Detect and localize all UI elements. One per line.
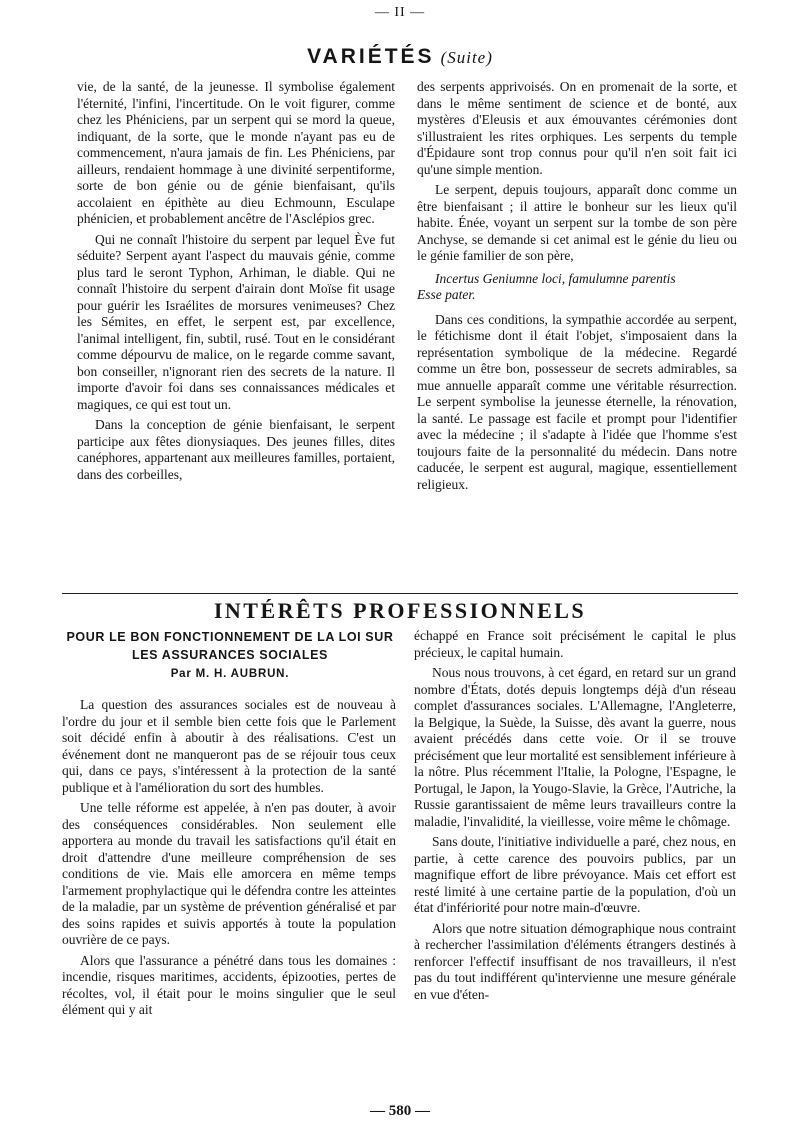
- interets-right-column: [414, 628, 736, 1003]
- article-title: POUR LE BON FONCTIONNEMENT DE LA LOI SUR LES ASSURANCES SOCIALES: [66, 630, 394, 662]
- quote-line: Incertus Geniumne loci, famulumne parentis: [435, 270, 676, 286]
- paragraph: Nous nous trouvons, à cet égard, en retard sur un grand nombre d'États, dotés depuis longtemps déjà d'un réseau complet d'assurances sociales. L'Allemagne, l'Angleterre, la Belgique, la Suède, la Suisse, dès avant la guerre, nous avaient précédés dans cette voie. Or il se trouve précisément que leur mortalité est sensiblement inférieure à la nôtre. Plus récemment l'Italie, la Pologne, l'Espagne, le Portugal, le Japon, la Yougo-Slavie, la Grèce, l'Autriche, la Russie garantissaient de même leurs travailleurs contre la maladie, l'invalidité, la vieillesse, voire même le chômage.: [414, 665, 736, 829]
- page-marker-top: — II —: [374, 5, 426, 20]
- paragraph: La question des assurances sociales est de nouveau à l'ordre du jour et il semble bien cette fois que le Parlement soit décidé enfin à aboutir à des réalisations. C'est un événement dont ne manqueront pas de se réjouir tous ceux qui, dans ce pays, s'intéressent à la protection de la santé publique et à l'amélioration du sort des humbles.: [62, 697, 396, 795]
- paragraph: Dans la conception de génie bienfaisant, le serpent participe aux fêtes dionysiaques. Des jeunes filles, dites canéphores, appartenant aux meilleures familles, portaient, dans des corbeilles,: [77, 417, 395, 482]
- paragraph: Dans ces conditions, la sympathie accordée au serpent, le fétichisme dont il était l'objet, s'imposaient dans la représentation symbolique de la médecine. Regardé comme un être bon, possesseur de secrets admirables, sa mue annuelle apparaît comme une véritable résurrection. Le serpent symbolise la jeunesse éternelle, la rénovation, la santé. Le passage est facile et prompt pour l'identifier avec la médecine ; il s'adapte à l'idée que l'homme s'est toujours faite de la personnalité du médecin. Dans notre caducée, le serpent est augural, magique, essentiellement religieux.: [417, 311, 737, 492]
- section-title-text: VARIÉTÉS: [307, 45, 435, 68]
- quote-line: Esse pater.: [417, 287, 476, 302]
- paragraph: des serpents apprivoisés. On en promenait de la sorte, et dans le même sentiment de science et de bonté, aux mystères d'Eleusis et aux émouvantes cérémonies dont s'illustraient les rites orphiques. Les serpents du temple d'Épidaure sont trop connus pour qu'il n'en soit fait ici qu'une simple mention.: [417, 79, 737, 177]
- paragraph: échappé en France soit précisément le capital le plus précieux, le capital humain.: [414, 628, 736, 660]
- page-number: — 580 —: [370, 1103, 430, 1119]
- section-title-varietes: [0, 44, 800, 72]
- paragraph: Sans doute, l'initiative individuelle a paré, chez nous, en partie, à cette carence des pouvoirs publics, par un magnifique effort de libre prévoyance. Mais cet effort est resté limité à une certaine partie de la population, d'où un état d'infériorité pour notre main-d'œuvre.: [414, 834, 736, 915]
- paragraph: Alors que notre situation démographique nous contraint à rechercher l'assimilation d'éléments étrangers destinés à renforcer l'effectif insuffisant de nos travailleurs, il n'est pas du tout indifférent qu'intervienne une mesure générale en vue d'éten-: [414, 920, 736, 1002]
- varietes-right-column: [417, 79, 737, 493]
- interets-left-column: [62, 697, 396, 1019]
- paragraph: Alors que l'assurance a pénétré dans tous les domaines : incendie, risques maritimes, accidents, épizooties, pertes de récoltes, vol, il était pour le moins singulier que le seul élément qui y ait: [62, 952, 396, 1017]
- section-divider: [62, 593, 738, 594]
- section-title-interets: INTÉRÊTS PROFESSIONNELS: [213, 598, 587, 623]
- paragraph: Qui ne connaît l'histoire du serpent par lequel Ève fut séduite? Serpent ayant l'aspect du mauvais génie, comme plus tard le seront Typhon, Arhiman, le diable. Qui ne connaît l'histoire du serpent d'airain dont Moïse fit usage pour guérir les Israélites de morsures venimeuses? Chez les Sémites, en effet, le serpent est, par excellence, l'animal intelligent, fin, subtil, rusé. Tout en le considérant comme dépourvu de malice, on le regarde comme savant, bon conseiller, n'ignorant rien des secrets de la nature. Il importe d'avoir foi dans ses connaissances médicales et magiques, ce qui est tout un.: [77, 231, 395, 412]
- paragraph: vie, de la santé, de la jeunesse. Il symbolise également l'éternité, l'infini, l'incertitude. On le voit figurer, comme chez les Phéniciens, par un serpent qui se mord la queue, indiquant, de la sorte, que le monde n'ayant pas eu de commencement, n'aura jamais de fin. Les Phéniciens, par ailleurs, rendaient hommage à une divinité serpentiforme, sorte de bon génie ou de génie bienfaisant, qu'ils accolaient en épithète au dieu Echmounn, Esculape phénicien, et probablement ancêtre de l'Asclépios grec.: [77, 79, 395, 226]
- paragraph: Une telle réforme est appelée, à n'en pas douter, à avoir des conséquences considérables. Non seulement elle apportera au monde du travail les satisfactions qu'il était en droit d'attendre d'une meilleure compréhension de ses conditions de vie. Mais elle amorcera en même temps l'armement prophylactique qui le défendra contre les atteintes de la maladie, par un système de prévention généralisé et par des soins rapides et suivis apportés à toute la population ouvrière de ce pays.: [62, 800, 396, 947]
- section-title-suffix: (Suite): [440, 48, 493, 67]
- paragraph: Le serpent, depuis toujours, apparaît donc comme un être bienfaisant ; il attire le bonheur sur les lieux qu'il habite. Énée, voyant un serpent sur la tombe de son père Anchyse, se demande si cet animal est le génie du lieu ou le génie familier de son père,: [417, 182, 737, 263]
- varietes-left-column: [77, 79, 395, 483]
- article-author: Par M. H. AUBRUN.: [170, 668, 290, 680]
- latin-quote: [417, 271, 737, 304]
